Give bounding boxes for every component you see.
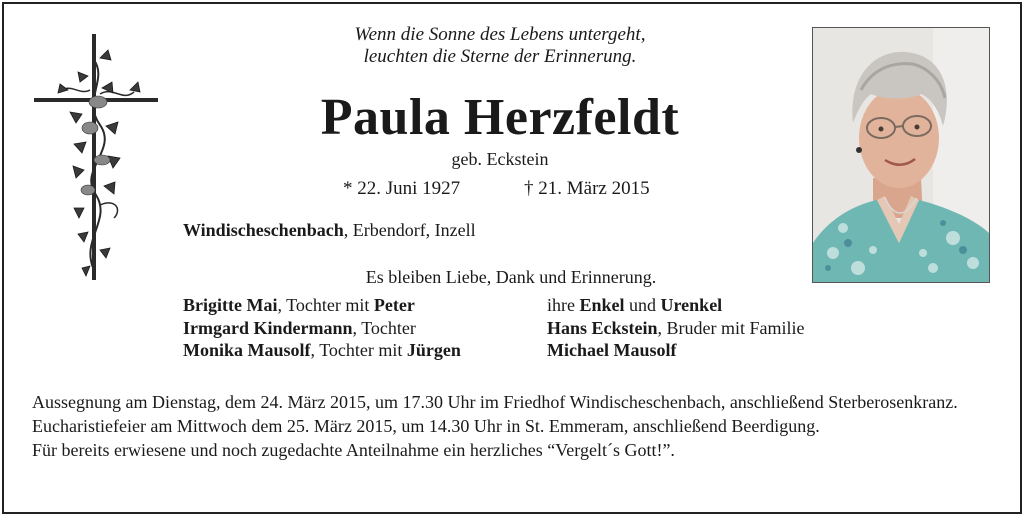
place-others: , Erbendorf, Inzell xyxy=(343,220,476,240)
place-main: Windischeschenbach xyxy=(183,220,344,240)
mourner-entry xyxy=(547,339,805,362)
mourner-relation: , Tochter mit xyxy=(277,295,374,315)
mourner-name: Michael Mausolf xyxy=(547,340,677,360)
portrait-photo xyxy=(812,27,990,283)
mourner-entry xyxy=(547,294,805,317)
mourner-group-great-grandchildren: Urenkel xyxy=(660,295,723,315)
birth-date: * 22. Juni 1927 xyxy=(343,178,461,199)
portrait-illustration xyxy=(813,28,989,282)
mourners-right-column xyxy=(547,294,805,362)
mourner-entry xyxy=(183,317,461,340)
ivy-cross-icon xyxy=(30,30,162,284)
mourner-name: Irmgard Kindermann xyxy=(183,317,353,338)
deceased-name: Paula Herzfeldt xyxy=(320,89,680,146)
motto-line-2: leuchten die Sterne der Erinnerung. xyxy=(363,46,637,67)
closing-line: Es bleiben Liebe, Dank und Erinnerung. xyxy=(365,267,657,287)
mourners-left-column xyxy=(183,294,461,362)
places xyxy=(183,220,476,241)
birth-name: geb. Eckstein xyxy=(451,149,549,169)
death-date: † 21. März 2015 xyxy=(524,178,650,199)
mourner-partner: Peter xyxy=(373,295,415,315)
mourner-entry xyxy=(183,339,461,362)
mourner-name: Brigitte Mai xyxy=(183,295,278,315)
service-notices xyxy=(32,392,972,464)
mourner-name: Monika Mausolf xyxy=(183,340,311,360)
mourner-conjunction: und xyxy=(624,295,661,315)
motto xyxy=(300,24,700,68)
mourner-partner: Jürgen xyxy=(406,340,461,360)
mourner-entry xyxy=(547,317,805,340)
motto-line-1: Wenn die Sonne des Lebens untergeht, xyxy=(354,24,646,45)
mourner-entry xyxy=(183,294,461,317)
mourner-name: Hans Eckstein xyxy=(547,317,658,338)
notice-blessing: Aussegnung am Dienstag, dem 24. März 2015, um 17.30 Uhr im Friedhof Windischeschenbach, anschließend Sterberosenkranz. xyxy=(32,392,958,412)
mourner-relation: , Tochter mit xyxy=(310,340,407,360)
mourner-group-grandchildren: Enkel xyxy=(579,295,625,315)
notice-thanks: Für bereits erwiesene und noch zugedachte Anteilnahme ein herzliches “Vergelt´s Gott!”. xyxy=(32,440,675,460)
mourner-relation: , Tochter xyxy=(352,317,416,338)
notice-eucharist: Eucharistiefeier am Mittwoch dem 25. März 2015, um 14.30 Uhr in St. Emmeram, anschließend Beerdigung. xyxy=(32,416,820,436)
mourner-relation: , Bruder mit Familie xyxy=(657,317,805,338)
mourner-prefix: ihre xyxy=(547,295,580,315)
